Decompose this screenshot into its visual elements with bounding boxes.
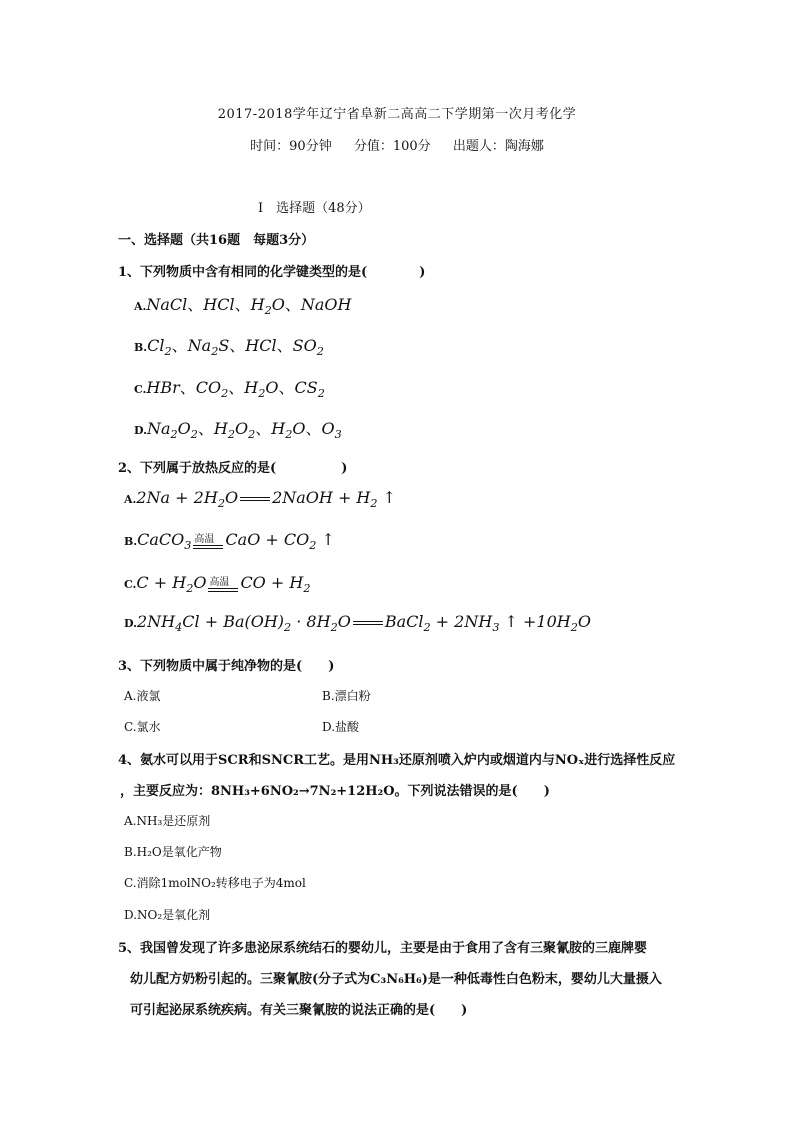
question-4-option-d: D.NO₂是氧化剂	[124, 908, 211, 922]
question-4-option-b: B.H₂O是氧化产物	[124, 845, 222, 859]
option-label: D.	[134, 424, 147, 437]
question-2-option-b: B.CaCO$_3$ 高温 CaO + $CO_2$ ↑	[124, 530, 335, 553]
exam-score: 分值：100分	[353, 139, 431, 154]
reaction-condition: 高温	[208, 575, 238, 593]
question-5-line1: 5、我国曾发现了许多患泌尿系统结石的婴幼儿，主要是由于食用了含有三聚氰胺的三鹿牌婴	[118, 941, 648, 956]
option-label: A.	[134, 300, 147, 313]
question-5-line2: 幼儿配方奶粉引起的。三聚氰胺(分子式为C₃N₆H₆)是一种低毒性白色粉末，婴幼儿大量摄入	[130, 972, 662, 987]
question-2-option-a: $A.2Na + 2H_2O$ 2NaOH + $H_2$ ↑	[124, 488, 397, 511]
question-3-stem: 3、下列物质中属于纯净物的是( )	[118, 659, 335, 674]
question-1-option-d: $D.Na_2O_2$、$H_2O_2$、$H_2O$、$O_3$	[134, 419, 342, 442]
option-label: C.	[134, 383, 147, 396]
question-4-option-c: C.消除1molNO₂转移电子为4mol	[124, 876, 306, 890]
question-5-line3: 可引起泌尿系统疾病。有关三聚氰胺的说法正确的是( )	[130, 1003, 468, 1018]
document-title: 2017-2018学年辽宁省阜新二高高二下学期第一次月考化学	[217, 107, 577, 122]
option-label: C.	[124, 578, 137, 591]
equals-sign	[240, 497, 270, 501]
question-2-option-d: $D.2NH_4Cl + Ba(OH)_2 \cdot 8H_2O$ BaCl$_2$ + $2NH_3$ ↑ $+10H_2O$	[124, 612, 591, 635]
exam-meta	[0, 135, 794, 154]
reaction-condition: 高温	[193, 532, 223, 550]
question-1-option-a: A.NaCl、HCl、$H_2O$、NaOH	[134, 295, 352, 318]
question-4-option-a: A.NH₃是还原剂	[124, 814, 211, 828]
question-2-stem: 2、下列属于放热反应的是( )	[118, 461, 348, 476]
option-label: D.	[124, 617, 137, 630]
question-2-option-c: $C.C + H_2O$ 高温 CO + $H_2$	[124, 573, 311, 596]
question-3-option-c: C.氯水	[124, 720, 161, 734]
question-1-stem: 1、下列物质中含有相同的化学键类型的是( )	[118, 265, 426, 280]
question-1-option-b: $B.Cl_2$、$Na_2S$、HCl、$SO_2$	[134, 336, 324, 359]
question-3-option-b: B.漂白粉	[322, 689, 371, 703]
part-heading: 一、选择题（共16题 每题3分）	[118, 233, 315, 248]
section-heading: Ⅰ 选择题（48分）	[258, 201, 371, 216]
option-label: B.	[124, 535, 138, 548]
equals-sign	[353, 621, 383, 625]
question-4-stem-line1: 4、氨水可以用于SCR和SNCR工艺。是用NH₃还原剂喷入炉内或烟道内与NOₓ进行选择性反应	[118, 753, 676, 768]
option-label: A.	[124, 493, 137, 506]
exam-author: 出题人：陶海娜	[452, 139, 544, 154]
question-3-option-d: D.盐酸	[322, 720, 360, 734]
question-1-option-c: C.HBr、$CO_2$、$H_2O$、$CS_2$	[134, 378, 325, 401]
option-label: B.	[134, 341, 148, 354]
question-4-stem-line2: ，主要反应为：8NH₃+6NO₂→7N₂+12H₂O。下列说法错误的是( )	[120, 784, 550, 799]
exam-time: 时间：90分钟	[250, 139, 332, 154]
question-3-option-a: A.液氯	[124, 689, 161, 703]
